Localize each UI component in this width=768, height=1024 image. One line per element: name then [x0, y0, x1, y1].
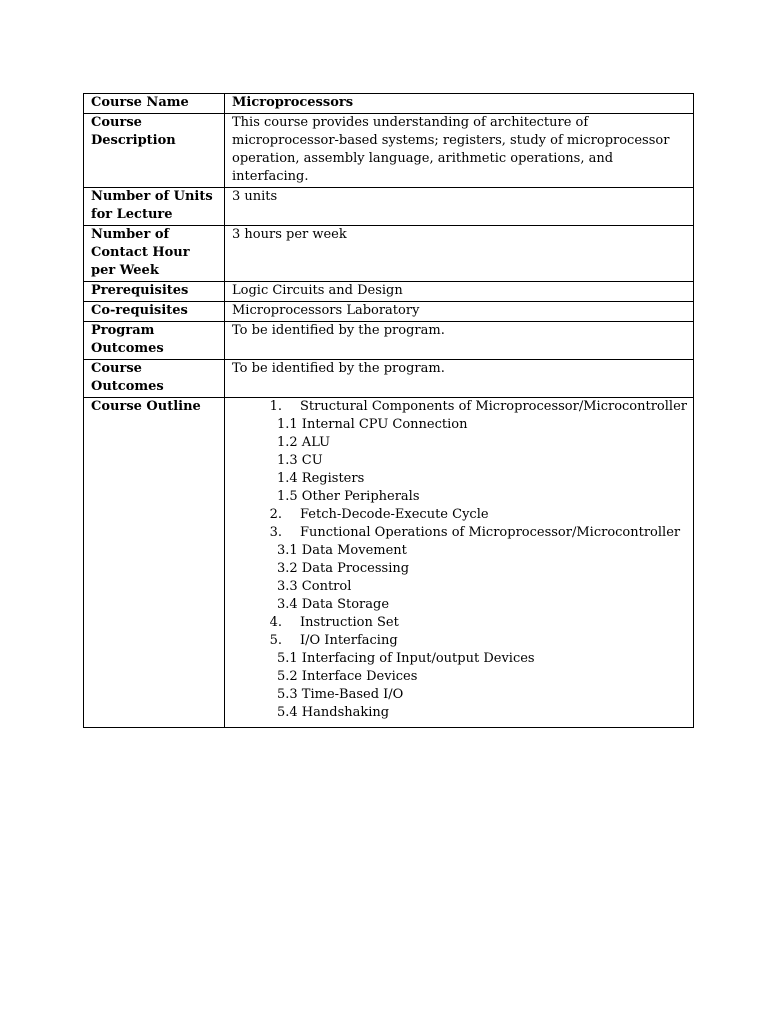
outline-sublist	[232, 542, 687, 614]
course-outline-cell	[225, 398, 694, 728]
row-label: Course Outcomes	[84, 360, 225, 398]
row-label: Prerequisites	[84, 282, 225, 302]
outline-item	[232, 614, 687, 632]
table-row-corequisites	[84, 302, 694, 322]
row-value: To be identified by the program.	[225, 360, 694, 398]
table-row-course-outline	[84, 398, 694, 728]
row-label: Course Outline	[84, 398, 225, 728]
outline-item-title: Structural Components of Microprocessor/Microcontroller	[300, 399, 687, 414]
row-label: Number of Contact Hour per Week	[84, 226, 225, 282]
outline-item-title: Fetch-Decode-Execute Cycle	[300, 507, 489, 522]
row-value: 3 hours per week	[225, 226, 694, 282]
outline-item	[232, 632, 687, 650]
outline-sublist	[232, 650, 687, 722]
outline-item-title: I/O Interfacing	[300, 633, 398, 648]
table-row-course-name	[84, 94, 694, 114]
outline-subitem: 3.4 Data Storage	[277, 597, 390, 612]
row-value: 3 units	[225, 188, 694, 226]
outline-subitem: 5.1 Interfacing of Input/output Devices	[277, 651, 535, 666]
outline-subitem: 1.4 Registers	[277, 471, 365, 486]
outline-item-title: Functional Operations of Microprocessor/Microcontroller	[300, 525, 681, 540]
row-value: Logic Circuits and Design	[225, 282, 694, 302]
outline-item-number: 4.	[269, 615, 282, 630]
outline-item	[232, 506, 687, 524]
course-syllabus-table	[83, 93, 694, 728]
outline-subitem: 5.4 Handshaking	[277, 705, 390, 720]
row-label: Course Name	[84, 94, 225, 114]
row-label: Number of Units for Lecture	[84, 188, 225, 226]
outline-item-number: 3.	[269, 525, 282, 540]
row-label: Co-requisites	[84, 302, 225, 322]
table-row-course-outcomes	[84, 360, 694, 398]
outline-subitem: 5.3 Time-Based I/O	[277, 687, 404, 702]
row-value: Microprocessors	[225, 94, 694, 114]
table-row-prerequisites	[84, 282, 694, 302]
row-value: To be identified by the program.	[225, 322, 694, 360]
table-row-program-outcomes	[84, 322, 694, 360]
row-label: Program Outcomes	[84, 322, 225, 360]
outline-subitem: 1.1 Internal CPU Connection	[277, 417, 468, 432]
outline-subitem: 5.2 Interface Devices	[277, 669, 418, 684]
outline-subitem: 1.2 ALU	[277, 435, 331, 450]
outline-item	[232, 524, 687, 542]
course-outline-list	[232, 398, 687, 722]
outline-item-number: 5.	[269, 633, 282, 648]
outline-item-number: 1.	[269, 399, 282, 414]
outline-subitem: 3.2 Data Processing	[277, 561, 410, 576]
outline-item-number: 2.	[269, 507, 282, 522]
table-row-contact-hours	[84, 226, 694, 282]
outline-subitem: 3.3 Control	[277, 579, 352, 594]
outline-sublist	[232, 416, 687, 506]
row-value: This course provides understanding of architecture of microprocessor-based systems; registers, study of microprocessor operation, assembly language, arithmetic operations, and interfacing.	[225, 114, 694, 188]
outline-subitem: 1.5 Other Peripherals	[277, 489, 420, 504]
row-label: Course Description	[84, 114, 225, 188]
outline-item	[232, 398, 687, 416]
outline-item-title: Instruction Set	[300, 615, 399, 630]
row-value: Microprocessors Laboratory	[225, 302, 694, 322]
outline-subitem: 1.3 CU	[277, 453, 323, 468]
outline-subitem: 3.1 Data Movement	[277, 543, 407, 558]
table-row-course-description	[84, 114, 694, 188]
table-row-units	[84, 188, 694, 226]
